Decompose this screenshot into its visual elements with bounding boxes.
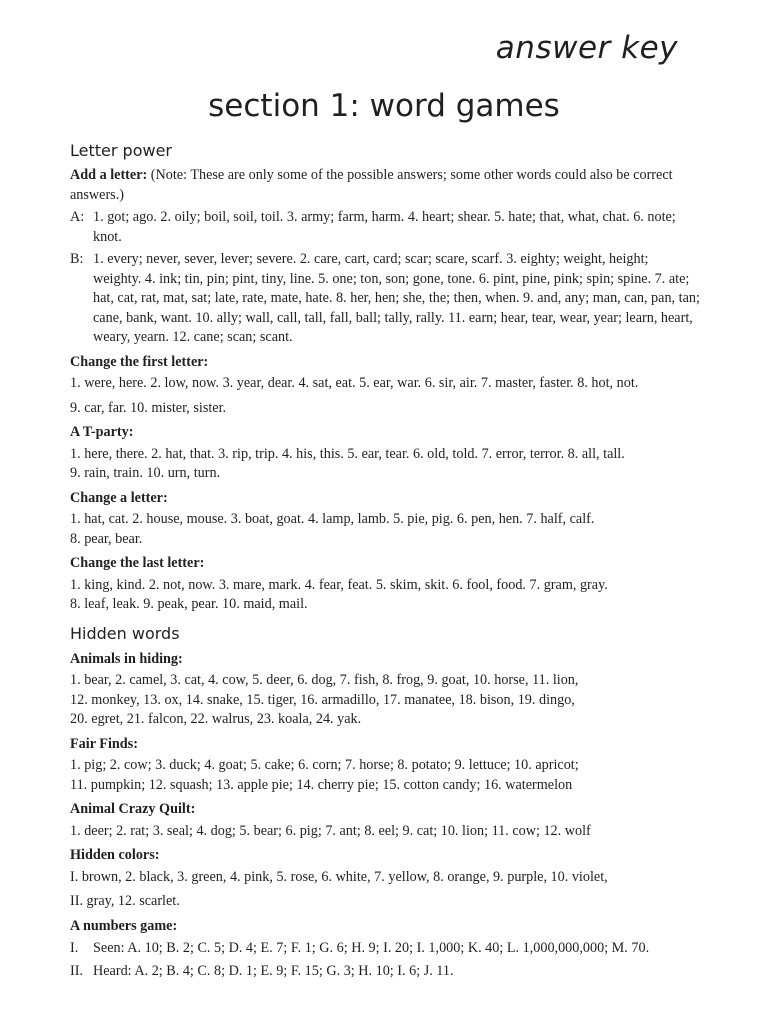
answer-content bbox=[70, 140, 700, 981]
t-party-line: 9. rain, train. 10. urn, turn. bbox=[70, 465, 221, 481]
change-first-label: Change the first letter: bbox=[70, 353, 209, 370]
add-letter-b bbox=[70, 250, 700, 348]
numbers-game-label: A numbers game: bbox=[70, 917, 178, 934]
numbers-game-seen bbox=[70, 939, 700, 959]
add-letter-note: (Note: These are only some of the possible answers; some other words could also be correct answers.) bbox=[70, 167, 673, 203]
add-letter-a bbox=[70, 208, 700, 247]
animals-line: 1. bear, 2. camel, 3. cat, 4. cow, 5. deer, 6. dog, 7. fish, 8. frog, 9. goat, 10. horse, 11. lion, bbox=[70, 672, 579, 688]
animals-line: 20. egret, 21. falcon, 22. walrus, 23. koala, 24. yak. bbox=[70, 711, 362, 727]
letter-power-heading: Letter power bbox=[70, 141, 172, 160]
t-party-label: A T-party: bbox=[70, 424, 134, 440]
animals-label: Animals in hiding: bbox=[70, 650, 183, 667]
change-letter-label: Change a letter: bbox=[70, 489, 168, 506]
hidden-colors-line: I. brown, 2. black, 3. green, 4. pink, 5. rose, 6. white, 7. yellow, 8. orange, 9. purple, 10. violet, bbox=[70, 868, 608, 885]
fair-finds-label: Fair Finds: bbox=[70, 735, 138, 752]
numbers-game-heard-key: II. bbox=[70, 962, 83, 979]
section-title: section 1: word games bbox=[208, 88, 560, 124]
t-party-line: 1. here, there. 2. hat, that. 3. rip, trip. 4. his, this. 5. ear, tear. 6. old, told. 7. error, terror. 8. all, tall. bbox=[70, 445, 625, 462]
change-last-line: 1. king, kind. 2. not, now. 3. mare, mark. 4. fear, feat. 5. skim, skit. 6. fool, food. 7. gram, gray. bbox=[70, 576, 608, 593]
numbers-game-heard bbox=[70, 962, 700, 982]
change-last-line: 8. leaf, leak. 9. peak, pear. 10. maid, mail. bbox=[70, 596, 308, 612]
crazy-quilt-label: Animal Crazy Quilt: bbox=[70, 801, 196, 817]
answer-key-heading: answer key bbox=[495, 30, 678, 66]
fair-finds-line: 1. pig; 2. cow; 3. duck; 4. goat; 5. cake; 6. corn; 7. horse; 8. potato; 9. lettuce; 10. apricot; bbox=[70, 757, 579, 773]
add-letter-label: Add a letter: bbox=[70, 167, 148, 183]
animals-line: 12. monkey, 13. ox, 14. snake, 15. tiger, 16. armadillo, 17. manatee, 18. bison, 19. dingo, bbox=[70, 691, 575, 708]
hidden-words-heading: Hidden words bbox=[70, 623, 180, 643]
numbers-game-seen-text: Seen: A. 10; B. 2; C. 5; D. 4; E. 7; F. 1; G. 6; H. 9; I. 20; I. 1,000; K. 40; L. 1,000,000,000; M. 70. bbox=[93, 940, 650, 956]
crazy-quilt-line: 1. deer; 2. rat; 3. seal; 4. dog; 5. bear; 6. pig; 7. ant; 8. eel; 9. cat; 10. lion; 11. cow; 12. wolf bbox=[70, 822, 591, 839]
add-letter-b-key: B: bbox=[70, 251, 84, 267]
change-letter-line: 1. hat, cat. 2. house, mouse. 3. boat, goat. 4. lamp, lamb. 5. pie, pig. 6. pen, hen. 7. half, calf. bbox=[70, 511, 595, 527]
change-last-label: Change the last letter: bbox=[70, 555, 205, 571]
hidden-colors-label: Hidden colors: bbox=[70, 847, 160, 863]
add-letter-a-key: A: bbox=[70, 209, 85, 225]
change-first-line: 9. car, far. 10. mister, sister. bbox=[70, 399, 227, 416]
numbers-game-heard-text: Heard: A. 2; B. 4; C. 8; D. 1; E. 9; F. 15; G. 3; H. 10; I. 6; J. 11. bbox=[93, 962, 454, 979]
change-first-line: 1. were, here. 2. low, now. 3. year, dear. 4. sat, eat. 5. ear, war. 6. sir, air. 7. master, faster. 8. hot, not. bbox=[70, 375, 639, 391]
change-letter-line: 8. pear, bear. bbox=[70, 530, 143, 547]
numbers-game-seen-key: I. bbox=[70, 940, 79, 956]
add-letter-a-text: 1. got; ago. 2. oily; boil, soil, toil. 3. army; farm, harm. 4. heart; shear. 5. hate; that, what, chat. 6. note; knot. bbox=[93, 209, 676, 245]
fair-finds-line: 11. pumpkin; 12. squash; 13. apple pie; 14. cherry pie; 15. cotton candy; 16. watermelon bbox=[70, 776, 573, 793]
hidden-colors-line: II. gray, 12. scarlet. bbox=[70, 893, 180, 909]
add-letter-b-text: 1. every; never, sever, lever; severe. 2. care, cart, card; scar; scare, scarf. 3. eighty; weight, height; weighty. 4. ink; tin, pin; pint, tiny, line. 5. one; ton, son; gone, tone. 6. pint, pine, pink; spin; spine. 7. ate; hat, cat, rat, mat, sat; late, rate, mate, hate. 8. her, hen; she, the; then, when. 9. and, any; man, can, pan, tan; cane, bank, want. 10. ally; wall, call, tall, fall, ball; tally, rally. 11. earn; hear, tear, wear, year; learn, heart, weary, yearn. 12. cane; scan; scant. bbox=[93, 251, 700, 345]
add-letter-intro bbox=[70, 166, 700, 205]
